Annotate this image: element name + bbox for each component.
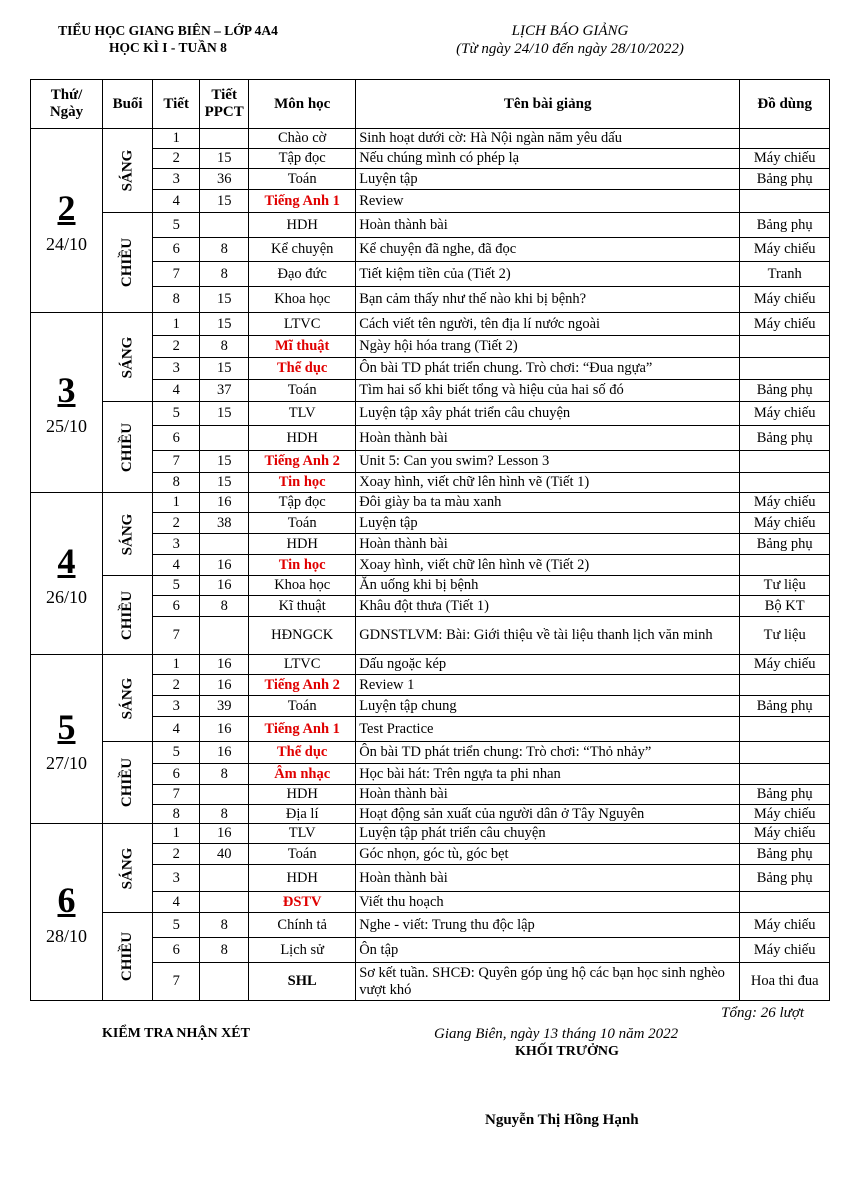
signer-name: Nguyễn Thị Hồng Hạnh (485, 1112, 639, 1128)
day-number: 5 (57, 706, 76, 747)
period-cell: 8 (153, 805, 200, 824)
subject-cell: Tiếng Anh 1 (249, 190, 356, 213)
tools-cell (740, 473, 830, 493)
session-label: SÁNG (119, 847, 136, 889)
table-row (31, 402, 830, 426)
table-row (31, 655, 830, 675)
tools-cell (740, 675, 830, 696)
session-cell (103, 402, 153, 493)
tools-cell (740, 129, 830, 149)
subject-cell: Thể dục (249, 742, 356, 764)
ppct-cell (200, 963, 249, 1001)
subject-cell: SHL (249, 963, 356, 1001)
period-cell: 4 (153, 555, 200, 576)
lesson-cell: Dấu ngoặc kép (356, 655, 740, 675)
period-cell: 5 (153, 576, 200, 596)
period-cell: 6 (153, 938, 200, 963)
subject-cell: Toán (249, 169, 356, 190)
subject-cell: TLV (249, 402, 356, 426)
tools-cell: Máy chiếu (740, 287, 830, 313)
subject-cell: Tập đọc (249, 493, 356, 513)
day-cell (31, 129, 103, 313)
period-cell: 6 (153, 596, 200, 617)
lesson-cell: Hoàn thành bài (356, 865, 740, 892)
period-cell: 6 (153, 238, 200, 262)
tools-cell: Bảng phụ (740, 380, 830, 402)
ppct-cell: 16 (200, 742, 249, 764)
lesson-cell: Hoàn thành bài (356, 426, 740, 451)
day-number: 6 (57, 879, 76, 920)
period-cell: 2 (153, 675, 200, 696)
lesson-cell: Hoạt động sản xuất của người dân ở Tây Nguyên (356, 805, 740, 824)
total-count: Tổng: 26 lượt (721, 1005, 804, 1021)
period-cell: 4 (153, 380, 200, 402)
tools-cell (740, 555, 830, 576)
tools-cell: Bảng phụ (740, 844, 830, 865)
subject-cell: Toán (249, 696, 356, 717)
lesson-cell: Khâu đột thưa (Tiết 1) (356, 596, 740, 617)
subject-cell: Toán (249, 380, 356, 402)
tools-cell (740, 742, 830, 764)
period-cell: 1 (153, 824, 200, 844)
day-cell (31, 493, 103, 655)
schedule-title: LỊCH BÁO GIẢNG (511, 23, 629, 39)
ppct-cell (200, 426, 249, 451)
subject-cell: Chính tả (249, 913, 356, 938)
period-cell: 2 (153, 149, 200, 169)
period-cell: 7 (153, 451, 200, 473)
lesson-cell: Hoàn thành bài (356, 534, 740, 555)
period-cell: 7 (153, 262, 200, 287)
day-number: 2 (57, 188, 76, 228)
ppct-cell: 16 (200, 717, 249, 742)
subject-cell: HDH (249, 426, 356, 451)
lesson-cell: Viết thu hoạch (356, 892, 740, 913)
ppct-cell (200, 892, 249, 913)
period-cell: 3 (153, 865, 200, 892)
ppct-cell: 16 (200, 493, 249, 513)
ppct-cell: 8 (200, 913, 249, 938)
day-number: 4 (57, 541, 76, 581)
session-label: CHIỀU (119, 757, 136, 808)
ppct-cell: 8 (200, 938, 249, 963)
lesson-cell: Bạn cảm thấy như thế nào khi bị bệnh? (356, 287, 740, 313)
col-tools: Đồ dùng (740, 80, 830, 129)
session-cell (103, 655, 153, 742)
subject-cell: Âm nhạc (249, 764, 356, 785)
subject-cell: Thể dục (249, 358, 356, 380)
table-header-row (31, 80, 830, 129)
period-cell: 7 (153, 963, 200, 1001)
lesson-cell: Hoàn thành bài (356, 213, 740, 238)
lesson-cell: Kể chuyện đã nghe, đã đọc (356, 238, 740, 262)
lesson-cell: Unit 5: Can you swim? Lesson 3 (356, 451, 740, 473)
table-row (31, 576, 830, 596)
session-label: CHIỀU (119, 237, 136, 288)
period-cell: 8 (153, 473, 200, 493)
ppct-cell: 8 (200, 238, 249, 262)
period-cell: 2 (153, 844, 200, 865)
subject-cell: Tin học (249, 473, 356, 493)
period-cell: 1 (153, 493, 200, 513)
tools-cell: Bảng phụ (740, 534, 830, 555)
period-cell: 5 (153, 742, 200, 764)
subject-cell: Khoa học (249, 287, 356, 313)
col-ppct: Tiết PPCT (200, 80, 249, 129)
lesson-cell: Luyện tập (356, 513, 740, 534)
ppct-cell (200, 785, 249, 805)
lesson-cell: Ôn bài TD phát triển chung: Trò chơi: “Thỏ nhảy” (356, 742, 740, 764)
col-period: Tiết (153, 80, 200, 129)
session-label: SÁNG (119, 336, 136, 378)
subject-cell: LTVC (249, 655, 356, 675)
table-row (31, 493, 830, 513)
subject-cell: Chào cờ (249, 129, 356, 149)
tools-cell: Máy chiếu (740, 238, 830, 262)
lesson-cell: Tìm hai số khi biết tổng và hiệu của hai số đó (356, 380, 740, 402)
period-cell: 3 (153, 534, 200, 555)
lesson-cell: Cách viết tên người, tên địa lí nước ngoài (356, 313, 740, 336)
subject-cell: Toán (249, 513, 356, 534)
tools-cell: Bảng phụ (740, 785, 830, 805)
tools-cell: Máy chiếu (740, 655, 830, 675)
tools-cell (740, 717, 830, 742)
lesson-cell: Xoay hình, viết chữ lên hình vẽ (Tiết 2) (356, 555, 740, 576)
table-row (31, 129, 830, 149)
subject-cell: Kĩ thuật (249, 596, 356, 617)
lesson-cell: Xoay hình, viết chữ lên hình vẽ (Tiết 1) (356, 473, 740, 493)
lesson-cell: Luyện tập phát triển câu chuyện (356, 824, 740, 844)
tools-cell: Tranh (740, 262, 830, 287)
review-label: KIỂM TRA NHẬN XÉT (102, 1026, 250, 1041)
ppct-cell: 16 (200, 655, 249, 675)
ppct-cell: 8 (200, 262, 249, 287)
session-cell (103, 913, 153, 1001)
subject-cell: Địa lí (249, 805, 356, 824)
ppct-cell: 8 (200, 764, 249, 785)
ppct-cell: 15 (200, 358, 249, 380)
ppct-cell: 39 (200, 696, 249, 717)
period-cell: 3 (153, 358, 200, 380)
session-cell (103, 493, 153, 576)
tools-cell: Máy chiếu (740, 805, 830, 824)
tools-cell: Bảng phụ (740, 213, 830, 238)
period-cell: 1 (153, 129, 200, 149)
ppct-cell: 36 (200, 169, 249, 190)
col-lesson: Tên bài giảng (356, 80, 740, 129)
lesson-cell: Nghe - viết: Trung thu độc lập (356, 913, 740, 938)
lesson-cell: Đôi giày ba ta màu xanh (356, 493, 740, 513)
signer-role: KHỐI TRƯỞNG (515, 1044, 619, 1059)
tools-cell: Máy chiếu (740, 913, 830, 938)
session-cell (103, 313, 153, 402)
ppct-cell (200, 865, 249, 892)
subject-cell: Toán (249, 844, 356, 865)
school-name: TIỂU HỌC GIANG BIÊN – LỚP 4A4 (58, 23, 278, 38)
tools-cell (740, 336, 830, 358)
schedule-date-range: (Từ ngày 24/10 đến ngày 28/10/2022) (456, 41, 684, 57)
tools-cell: Máy chiếu (740, 149, 830, 169)
lesson-cell: GDNSTLVM: Bài: Giới thiệu về tài liệu thanh lịch văn minh (356, 617, 740, 655)
col-session: Buổi (103, 80, 153, 129)
schedule-table (30, 79, 830, 1001)
period-cell: 4 (153, 190, 200, 213)
col-subject: Môn học (249, 80, 356, 129)
session-label: SÁNG (119, 513, 136, 555)
ppct-cell: 15 (200, 287, 249, 313)
day-cell (31, 824, 103, 1001)
ppct-cell (200, 534, 249, 555)
period-cell: 6 (153, 426, 200, 451)
subject-cell: Tiếng Anh 2 (249, 675, 356, 696)
session-cell (103, 742, 153, 824)
subject-cell: HDH (249, 534, 356, 555)
session-cell (103, 576, 153, 655)
period-cell: 8 (153, 287, 200, 313)
ppct-cell: 8 (200, 336, 249, 358)
subject-cell: Mĩ thuật (249, 336, 356, 358)
day-number: 3 (57, 370, 76, 410)
ppct-cell: 16 (200, 576, 249, 596)
subject-cell: HĐNGCK (249, 617, 356, 655)
tools-cell (740, 358, 830, 380)
lesson-cell: Ôn bài TD phát triển chung. Trò chơi: “Đua ngựa” (356, 358, 740, 380)
session-label: CHIỀU (119, 422, 136, 472)
lesson-cell: Sơ kết tuần. SHCĐ: Quyên góp ủng hộ các bạn học sinh nghèo vượt khó (356, 963, 740, 1001)
session-label: CHIỀU (119, 931, 136, 982)
subject-cell: Đạo đức (249, 262, 356, 287)
lesson-cell: Góc nhọn, góc tù, góc bẹt (356, 844, 740, 865)
lesson-cell: Luyện tập (356, 169, 740, 190)
subject-cell: Lịch sử (249, 938, 356, 963)
tools-cell (740, 892, 830, 913)
day-date: 25/10 (45, 416, 87, 436)
tools-cell: Hoa thi đua (740, 963, 830, 1001)
day-cell (31, 655, 103, 824)
period-cell: 1 (153, 655, 200, 675)
session-cell (103, 129, 153, 213)
ppct-cell: 16 (200, 824, 249, 844)
lesson-cell: Sinh hoạt dưới cờ: Hà Nội ngàn năm yêu dấu (356, 129, 740, 149)
subject-cell: LTVC (249, 313, 356, 336)
tools-cell: Bảng phụ (740, 169, 830, 190)
ppct-cell: 15 (200, 190, 249, 213)
subject-cell: HDH (249, 213, 356, 238)
table-row (31, 313, 830, 336)
subject-cell: TLV (249, 824, 356, 844)
subject-cell: HDH (249, 785, 356, 805)
day-date: 28/10 (45, 925, 87, 946)
lesson-cell: Hoàn thành bài (356, 785, 740, 805)
ppct-cell: 38 (200, 513, 249, 534)
subject-cell: Khoa học (249, 576, 356, 596)
period-cell: 5 (153, 402, 200, 426)
ppct-cell: 15 (200, 402, 249, 426)
period-cell: 4 (153, 717, 200, 742)
tools-cell: Máy chiếu (740, 313, 830, 336)
tools-cell: Bảng phụ (740, 696, 830, 717)
lesson-cell: Review (356, 190, 740, 213)
session-cell (103, 213, 153, 313)
ppct-cell: 15 (200, 473, 249, 493)
ppct-cell: 16 (200, 675, 249, 696)
subject-cell: Tập đọc (249, 149, 356, 169)
lesson-cell: Test Practice (356, 717, 740, 742)
tools-cell (740, 190, 830, 213)
subject-cell: ĐSTV (249, 892, 356, 913)
lesson-cell: Tiết kiệm tiền của (Tiết 2) (356, 262, 740, 287)
subject-cell: HDH (249, 865, 356, 892)
period-cell: 6 (153, 764, 200, 785)
tools-cell (740, 764, 830, 785)
tools-cell (740, 451, 830, 473)
tools-cell: Máy chiếu (740, 824, 830, 844)
table-row (31, 913, 830, 938)
ppct-cell: 15 (200, 313, 249, 336)
lesson-cell: Ôn tập (356, 938, 740, 963)
ppct-cell: 37 (200, 380, 249, 402)
subject-cell: Tiếng Anh 2 (249, 451, 356, 473)
term-week: HỌC KÌ I - TUẦN 8 (109, 40, 227, 55)
day-date: 27/10 (45, 752, 87, 773)
col-day: Thứ/ Ngày (31, 80, 103, 129)
subject-cell: Kể chuyện (249, 238, 356, 262)
day-date: 26/10 (45, 587, 87, 607)
day-date: 24/10 (45, 234, 87, 254)
period-cell: 4 (153, 892, 200, 913)
lesson-cell: Review 1 (356, 675, 740, 696)
tools-cell: Tư liệu (740, 617, 830, 655)
ppct-cell: 16 (200, 555, 249, 576)
ppct-cell (200, 213, 249, 238)
tools-cell: Tư liệu (740, 576, 830, 596)
tools-cell: Bộ KT (740, 596, 830, 617)
ppct-cell (200, 617, 249, 655)
session-cell (103, 824, 153, 913)
place-date: Giang Biên, ngày 13 tháng 10 năm 2022 (434, 1026, 679, 1042)
lesson-cell: Ngày hội hóa trang (Tiết 2) (356, 336, 740, 358)
period-cell: 3 (153, 696, 200, 717)
session-label: SÁNG (119, 149, 136, 192)
subject-cell: Tiếng Anh 1 (249, 717, 356, 742)
table-row (31, 213, 830, 238)
ppct-cell: 15 (200, 149, 249, 169)
table-row (31, 824, 830, 844)
session-label: SÁNG (119, 677, 136, 719)
tools-cell: Máy chiếu (740, 938, 830, 963)
ppct-cell: 40 (200, 844, 249, 865)
lesson-cell: Luyện tập xây phát triển câu chuyện (356, 402, 740, 426)
period-cell: 3 (153, 169, 200, 190)
tools-cell: Máy chiếu (740, 402, 830, 426)
period-cell: 7 (153, 785, 200, 805)
tools-cell: Máy chiếu (740, 493, 830, 513)
school-header (38, 22, 298, 56)
schedule-body (31, 129, 830, 1001)
subject-cell: Tin học (249, 555, 356, 576)
tools-cell: Bảng phụ (740, 426, 830, 451)
lesson-cell: Học bài hát: Trên ngựa ta phi nhan (356, 764, 740, 785)
session-label: CHIỀU (119, 590, 136, 640)
lesson-cell: Luyện tập chung (356, 696, 740, 717)
tools-cell: Bảng phụ (740, 865, 830, 892)
ppct-cell (200, 129, 249, 149)
ppct-cell: 15 (200, 451, 249, 473)
period-cell: 5 (153, 213, 200, 238)
ppct-cell: 8 (200, 805, 249, 824)
period-cell: 2 (153, 336, 200, 358)
period-cell: 2 (153, 513, 200, 534)
tools-cell: Máy chiếu (740, 513, 830, 534)
period-cell: 1 (153, 313, 200, 336)
ppct-cell: 8 (200, 596, 249, 617)
schedule-header (420, 22, 720, 58)
lesson-cell: Ăn uống khi bị bệnh (356, 576, 740, 596)
table-row (31, 742, 830, 764)
lesson-cell: Nếu chúng mình có phép lạ (356, 149, 740, 169)
day-cell (31, 313, 103, 493)
period-cell: 7 (153, 617, 200, 655)
period-cell: 5 (153, 913, 200, 938)
